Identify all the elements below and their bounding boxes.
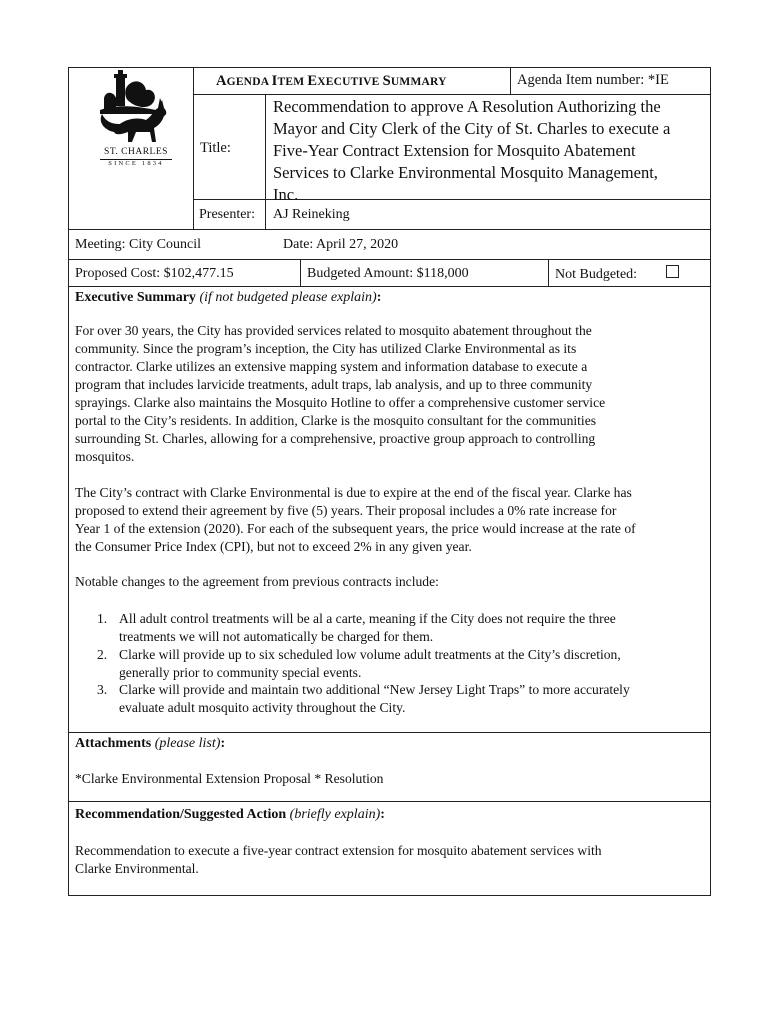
paragraph-line: mosquitos.: [75, 449, 135, 464]
header-row-divider: [193, 94, 711, 95]
paragraph-line: the Consumer Price Index (CPI), but not to exceed 2% in any given year.: [75, 539, 472, 554]
list-item-continuation: treatments we will not automatically be charged for them.: [119, 629, 434, 644]
meeting-row-top: [68, 229, 711, 230]
not-budgeted-checkbox[interactable]: [666, 265, 679, 278]
page-title: AGENDA ITEM EXECUTIVE SUMMARY: [216, 73, 447, 89]
paragraph-line: sprayings. Clarke also maintains the Mosquito Hotline to offer a comprehensive customer service: [75, 395, 606, 410]
title-line: Services to Clarke Environmental Mosquito Management,: [273, 163, 658, 182]
title-line: Mayor and City Clerk of the City of St. Charles to execute a: [273, 119, 671, 138]
logo-city-name: ST. CHARLES: [104, 147, 168, 157]
paragraph-line: portal to the City’s residents. In addition, Clarke is the mosquito consultant for the communities: [75, 413, 597, 428]
city-logo: [96, 70, 176, 166]
outer-border-top: [68, 67, 711, 68]
outer-border-bottom: [68, 895, 711, 896]
cost-row-top: [68, 259, 711, 260]
list-item-continuation: generally prior to community special events.: [119, 665, 362, 680]
title-line: Five-Year Contract Extension for Mosquito Abatement: [273, 141, 636, 160]
date-text: Date: April 27, 2020: [283, 237, 399, 252]
paragraph-line: contractor. Clarke utilizes an extensive mapping system and information database to execute a: [75, 359, 588, 374]
paragraph-line: proposed to extend their agreement by five (5) years. Their proposal includes a 0% rate increase for: [75, 503, 617, 518]
proposed-cost: Proposed Cost: $102,477.15: [75, 266, 234, 281]
outer-border-left: [68, 67, 69, 896]
list-item: 1. All adult control treatments will be al a carte, meaning if the City does not require the three: [97, 611, 616, 626]
paragraph-line: surrounding St. Charles, allowing for a comprehensive, proactive group approach to controlling: [75, 431, 596, 446]
paragraph-line: Clarke Environmental.: [75, 861, 199, 876]
cost-divider-1: [300, 259, 301, 286]
title-line: Inc.: [273, 185, 299, 204]
paragraph-line: program that includes larvicide treatments, adult traps, lab analysis, and up to three community: [75, 377, 593, 392]
attachments-heading: Attachments (please list):: [75, 736, 226, 751]
paragraph-line: community. Since the program’s inception, the City has utilized Clarke Environmental as its: [75, 341, 577, 356]
paragraph-line: The City’s contract with Clarke Environmental is due to expire at the end of the fiscal year. Clarke has: [75, 485, 632, 500]
logo-divider: [193, 67, 194, 229]
attachments-row-top: [68, 732, 711, 733]
recommendation-heading: Recommendation/Suggested Action (briefly explain):: [75, 807, 385, 822]
attachments-text: *Clarke Environmental Extension Proposal * Resolution: [75, 771, 384, 786]
presenter-value: AJ Reineking: [273, 207, 350, 222]
summary-paragraph-2: [75, 484, 715, 556]
fox-tower-icon: [96, 70, 176, 148]
logo-since: SINCE 1834: [108, 160, 164, 167]
summary-row-top: [68, 286, 711, 287]
not-budgeted-label: Not Budgeted:: [555, 267, 638, 282]
agenda-item-number: Agenda Item number: *IE: [517, 72, 669, 88]
agenda-item-divider: [510, 67, 511, 95]
paragraph-line: For over 30 years, the City has provided services related to mosquito abatement throughout the: [75, 323, 592, 338]
outer-border-right: [710, 67, 711, 896]
meeting-text: Meeting: City Council: [75, 237, 201, 252]
recommendation-text: [75, 842, 715, 878]
title-line: Recommendation to approve A Resolution Authorizing the: [273, 97, 661, 116]
budgeted-amount: Budgeted Amount: $118,000: [307, 266, 469, 281]
cost-divider-2: [548, 259, 549, 286]
paragraph-line: Recommendation to execute a five-year contract extension for mosquito abatement services with: [75, 843, 602, 858]
executive-summary-heading: Executive Summary (if not budgeted please explain):: [75, 290, 382, 305]
list-item-continuation: evaluate adult mosquito activity throughout the City.: [119, 700, 406, 715]
recommendation-row-top: [68, 801, 711, 802]
summary-paragraph-3: [75, 573, 715, 591]
paragraph-line: Notable changes to the agreement from previous contracts include:: [75, 574, 439, 589]
paragraph-line: Year 1 of the extension (2020). For each of the subsequent years, the price would increase at the rate of: [75, 521, 636, 536]
summary-paragraph-1: [75, 322, 715, 466]
title-label: Title:: [200, 140, 231, 156]
presenter-label: Presenter:: [199, 207, 255, 222]
label-column-divider: [265, 94, 266, 229]
title-value: [273, 96, 670, 206]
list-item: 2. Clarke will provide up to six scheduled low volume adult treatments at the City’s discretion,: [97, 647, 621, 662]
list-item: 3. Clarke will provide and maintain two additional “New Jersey Light Traps” to more accurately: [97, 682, 630, 697]
